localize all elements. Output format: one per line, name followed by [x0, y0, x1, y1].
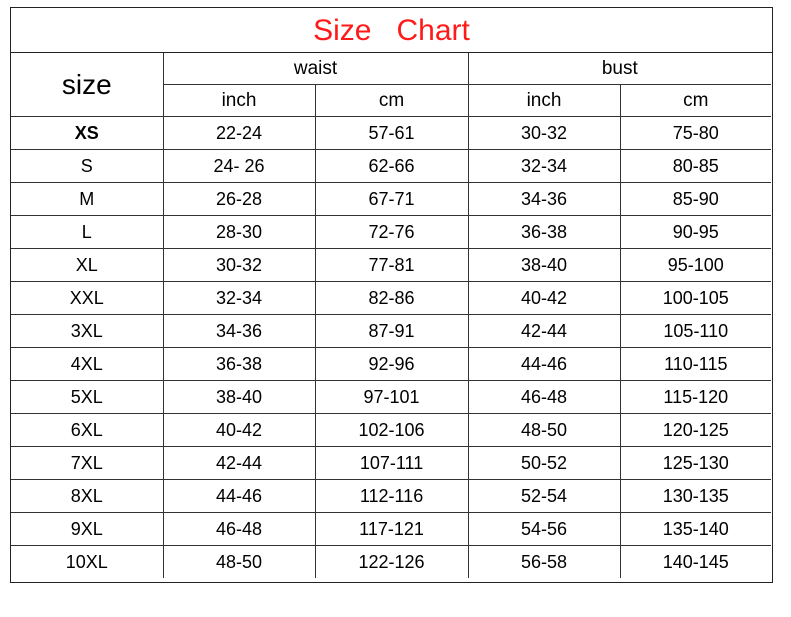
waist-cm-cell: 112-116 — [315, 480, 468, 513]
table-row — [11, 447, 771, 480]
waist-cm-header: cm — [315, 85, 468, 117]
size-cell: S — [11, 150, 163, 183]
header-row-groups — [11, 53, 771, 85]
waist-inch-cell: 42-44 — [163, 447, 315, 480]
size-cell: 10XL — [11, 546, 163, 579]
size-cell: 4XL — [11, 348, 163, 381]
waist-cm-cell: 82-86 — [315, 282, 468, 315]
bust-cm-cell: 120-125 — [620, 414, 771, 447]
size-cell: 3XL — [11, 315, 163, 348]
bust-cm-cell: 125-130 — [620, 447, 771, 480]
bust-inch-cell: 42-44 — [468, 315, 620, 348]
table-row — [11, 282, 771, 315]
bust-inch-cell: 52-54 — [468, 480, 620, 513]
bust-cm-cell: 85-90 — [620, 183, 771, 216]
bust-cm-cell: 140-145 — [620, 546, 771, 579]
waist-cm-cell: 87-91 — [315, 315, 468, 348]
size-cell: L — [11, 216, 163, 249]
bust-inch-cell: 54-56 — [468, 513, 620, 546]
table-row — [11, 348, 771, 381]
size-cell: XXL — [11, 282, 163, 315]
waist-cm-cell: 102-106 — [315, 414, 468, 447]
bust-cm-cell: 100-105 — [620, 282, 771, 315]
size-cell: 6XL — [11, 414, 163, 447]
waist-cm-cell: 62-66 — [315, 150, 468, 183]
bust-cm-cell: 80-85 — [620, 150, 771, 183]
bust-inch-cell: 56-58 — [468, 546, 620, 579]
waist-inch-cell: 36-38 — [163, 348, 315, 381]
waist-inch-header: inch — [163, 85, 315, 117]
bust-inch-cell: 30-32 — [468, 117, 620, 150]
table-row — [11, 480, 771, 513]
bust-cm-cell: 115-120 — [620, 381, 771, 414]
bust-inch-cell: 40-42 — [468, 282, 620, 315]
table-row — [11, 315, 771, 348]
waist-inch-cell: 28-30 — [163, 216, 315, 249]
table-row — [11, 414, 771, 447]
bust-inch-cell: 38-40 — [468, 249, 620, 282]
table-row — [11, 216, 771, 249]
bust-cm-cell: 75-80 — [620, 117, 771, 150]
waist-cm-cell: 57-61 — [315, 117, 468, 150]
bust-inch-cell: 46-48 — [468, 381, 620, 414]
size-cell: XS — [11, 117, 163, 150]
bust-inch-cell: 44-46 — [468, 348, 620, 381]
waist-inch-cell: 34-36 — [163, 315, 315, 348]
bust-inch-cell: 32-34 — [468, 150, 620, 183]
size-cell: M — [11, 183, 163, 216]
size-cell: 8XL — [11, 480, 163, 513]
bust-cm-header: cm — [620, 85, 771, 117]
waist-inch-cell: 22-24 — [163, 117, 315, 150]
size-column-header: size — [11, 53, 163, 117]
waist-inch-cell: 24- 26 — [163, 150, 315, 183]
bust-inch-cell: 36-38 — [468, 216, 620, 249]
bust-cm-cell: 110-115 — [620, 348, 771, 381]
bust-cm-cell: 90-95 — [620, 216, 771, 249]
waist-inch-cell: 44-46 — [163, 480, 315, 513]
size-cell: XL — [11, 249, 163, 282]
bust-inch-header: inch — [468, 85, 620, 117]
table-row — [11, 513, 771, 546]
waist-inch-cell: 40-42 — [163, 414, 315, 447]
size-chart — [10, 7, 773, 583]
table-row — [11, 381, 771, 414]
bust-inch-cell: 50-52 — [468, 447, 620, 480]
waist-cm-cell: 97-101 — [315, 381, 468, 414]
waist-inch-cell: 46-48 — [163, 513, 315, 546]
waist-group-header: waist — [163, 53, 468, 85]
waist-cm-cell: 77-81 — [315, 249, 468, 282]
table-row — [11, 117, 771, 150]
waist-inch-cell: 48-50 — [163, 546, 315, 579]
bust-cm-cell: 105-110 — [620, 315, 771, 348]
waist-cm-cell: 122-126 — [315, 546, 468, 579]
waist-inch-cell: 26-28 — [163, 183, 315, 216]
table-row — [11, 183, 771, 216]
size-cell: 5XL — [11, 381, 163, 414]
size-cell: 7XL — [11, 447, 163, 480]
table-row — [11, 546, 771, 579]
size-cell: 9XL — [11, 513, 163, 546]
bust-inch-cell: 48-50 — [468, 414, 620, 447]
waist-cm-cell: 67-71 — [315, 183, 468, 216]
bust-cm-cell: 135-140 — [620, 513, 771, 546]
waist-cm-cell: 72-76 — [315, 216, 468, 249]
waist-cm-cell: 117-121 — [315, 513, 468, 546]
table-row — [11, 150, 771, 183]
waist-cm-cell: 107-111 — [315, 447, 468, 480]
waist-cm-cell: 92-96 — [315, 348, 468, 381]
bust-inch-cell: 34-36 — [468, 183, 620, 216]
chart-title: Size Chart — [11, 8, 772, 53]
bust-cm-cell: 95-100 — [620, 249, 771, 282]
waist-inch-cell: 38-40 — [163, 381, 315, 414]
table-row — [11, 249, 771, 282]
bust-group-header: bust — [468, 53, 771, 85]
waist-inch-cell: 32-34 — [163, 282, 315, 315]
size-table — [11, 53, 771, 578]
bust-cm-cell: 130-135 — [620, 480, 771, 513]
waist-inch-cell: 30-32 — [163, 249, 315, 282]
